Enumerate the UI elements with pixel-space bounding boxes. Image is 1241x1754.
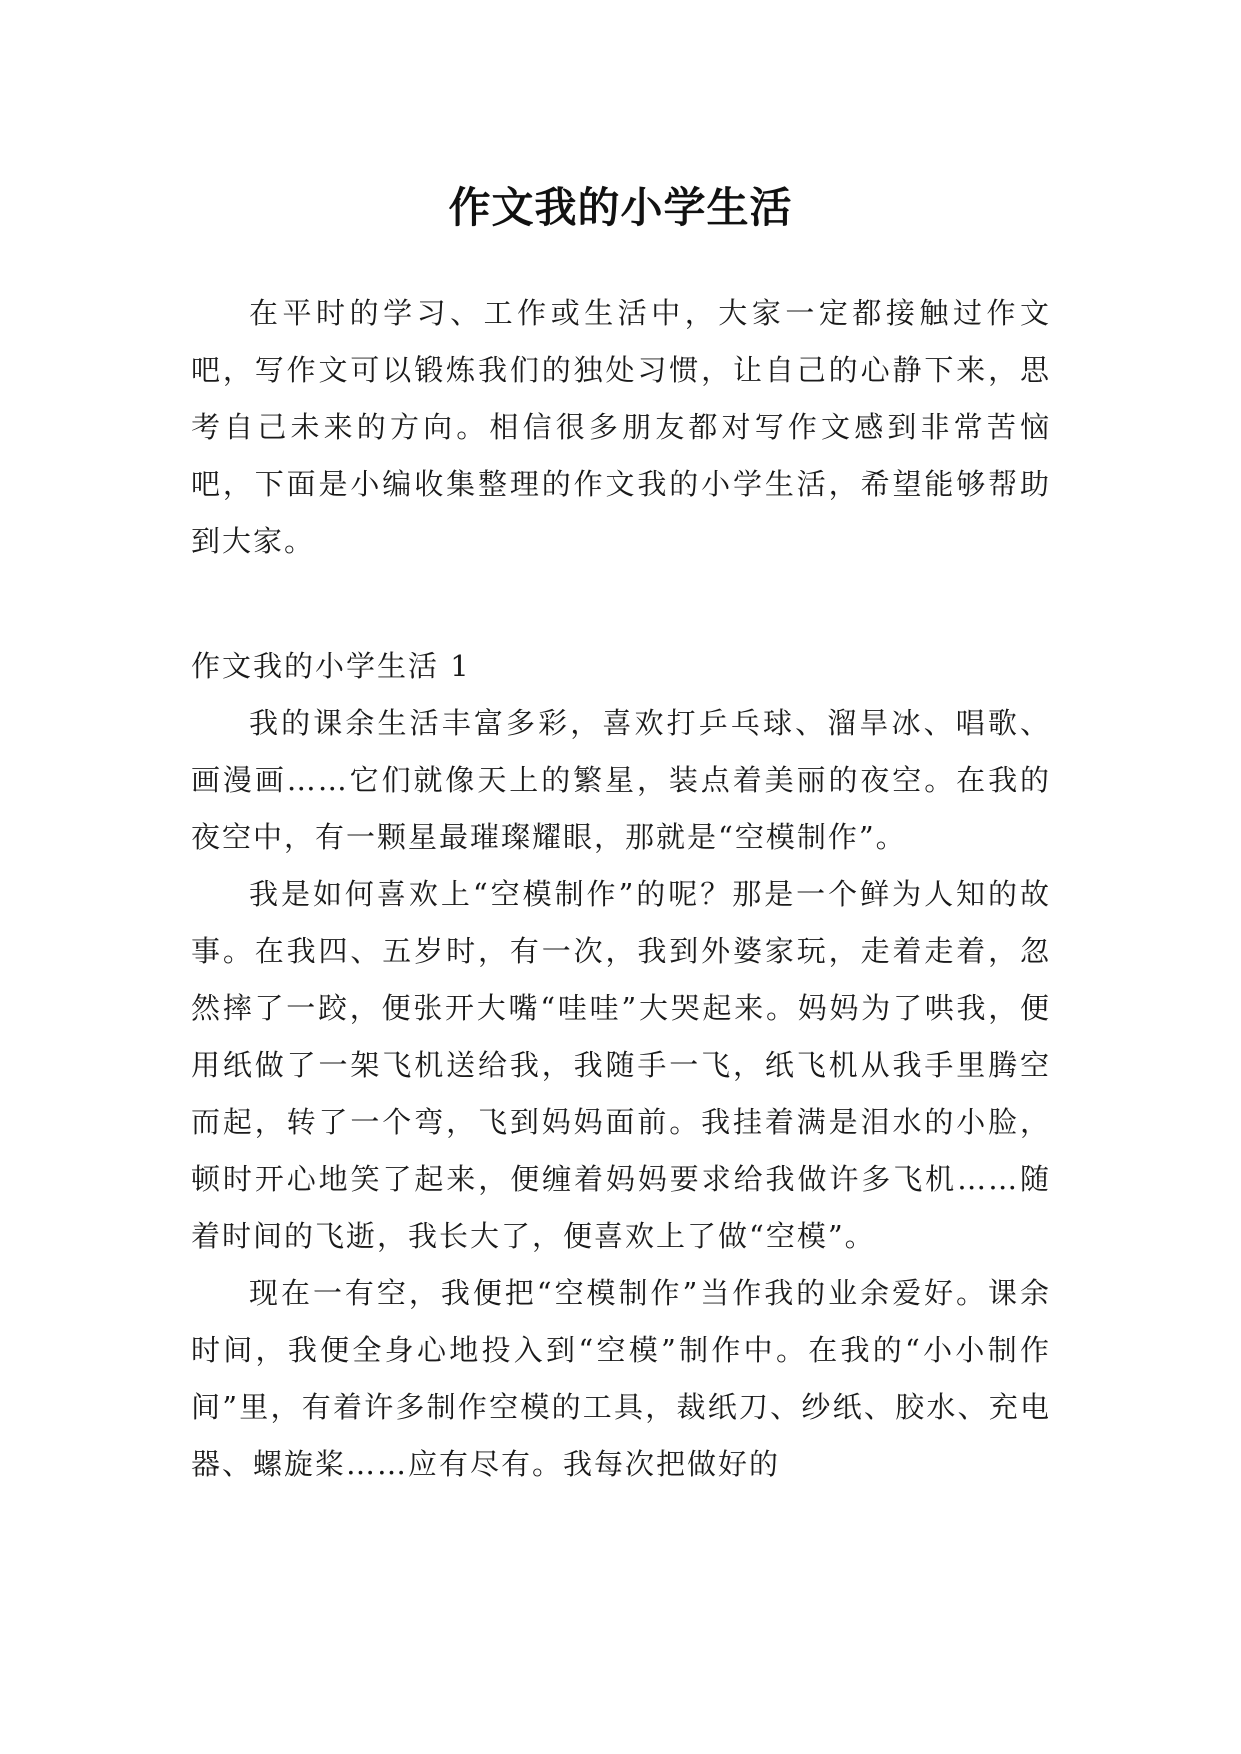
body-paragraph-1: 我的课余生活丰富多彩，喜欢打乒乓球、溜旱冰、唱歌、画漫画……它们就像天上的繁星，装点着美丽的夜空。在我的夜空中，有一颗星最璀璨耀眼，那就是“空模制作”。 bbox=[191, 706, 1051, 854]
document-body bbox=[191, 285, 1051, 1493]
intro-paragraph: 在平时的学习、工作或生活中，大家一定都接触过作文吧，写作文可以锻炼我们的独处习惯，让自己的心静下来，思考自己未来的方向。相信很多朋友都对写作文感到非常苦恼吧，下面是小编收集整理的作文我的小学生活，希望能够帮助到大家。 bbox=[191, 296, 1051, 558]
section-heading: 作文我的小学生活 1 bbox=[191, 649, 471, 683]
document-title: 作文我的小学生活 bbox=[448, 183, 793, 233]
body-paragraph-2: 我是如何喜欢上“空模制作”的呢？那是一个鲜为人知的故事。在我四、五岁时，有一次，我到外婆家玩，走着走着，忽然摔了一跤，便张开大嘴“哇哇”大哭起来。妈妈为了哄我，便用纸做了一架飞机送给我，我随手一飞，纸飞机从我手里腾空而起，转了一个弯，飞到妈妈面前。我挂着满是泪水的小脸，顿时开心地笑了起来，便缠着妈妈要求给我做许多飞机……随着时间的飞逝，我长大了，便喜欢上了做“空模”。 bbox=[191, 877, 1051, 1253]
body-paragraph-3: 现在一有空，我便把“空模制作”当作我的业余爱好。课余时间，我便全身心地投入到“空模”制作中。在我的“小小制作间”里，有着许多制作空模的工具，裁纸刀、纱纸、胶水、充电器、螺旋桨……应有尽有。我每次把做好的 bbox=[191, 1276, 1051, 1481]
section-spacer bbox=[191, 570, 1051, 638]
